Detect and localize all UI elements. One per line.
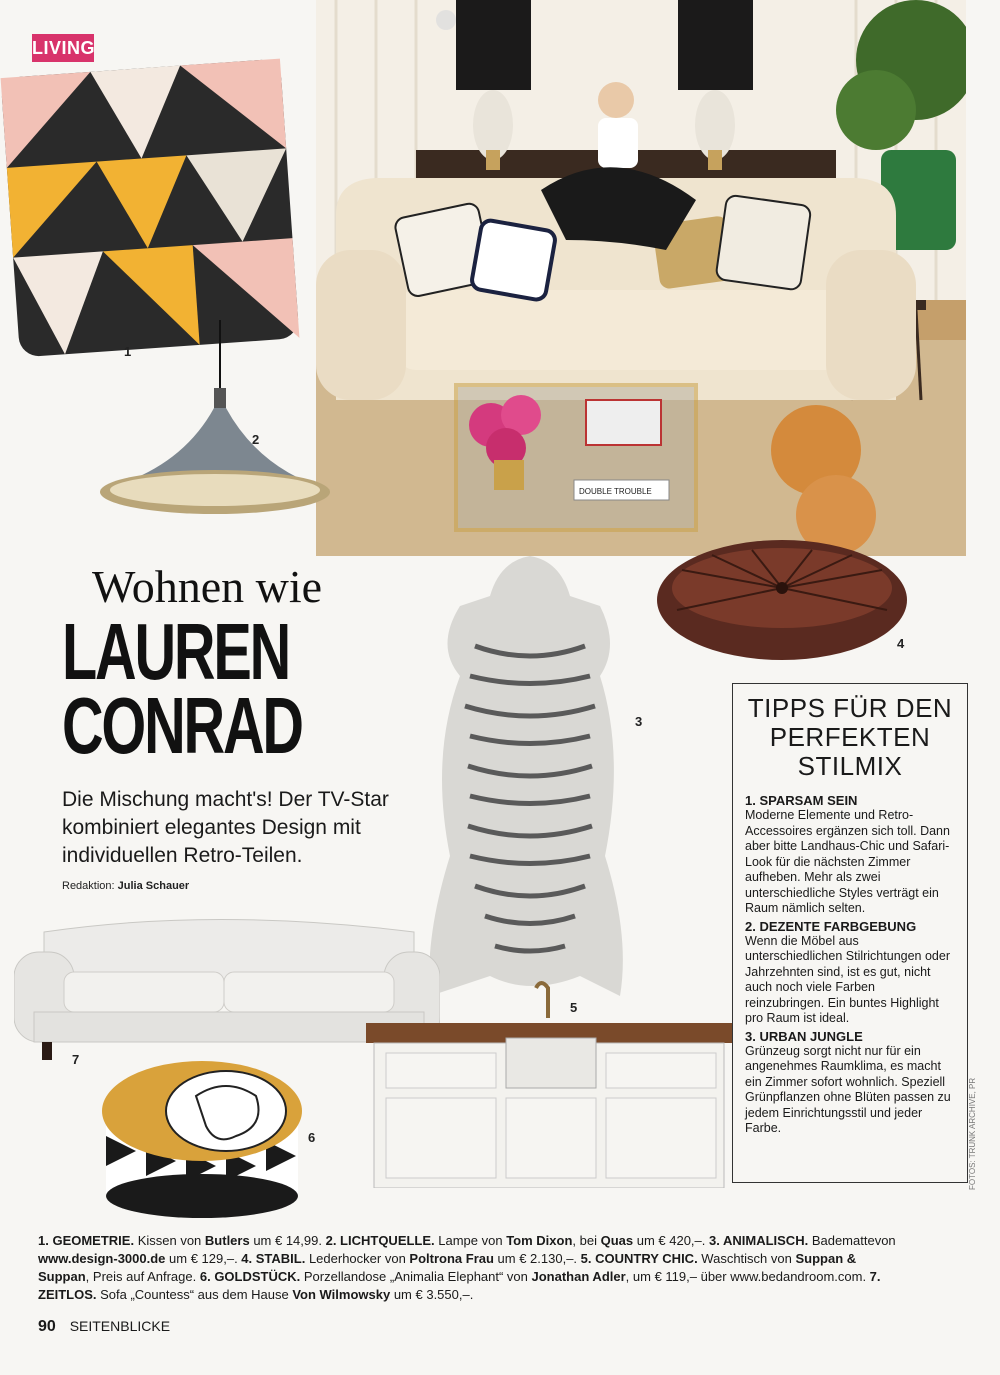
geometric-cushion-image: [0, 58, 300, 358]
product-captions: [38, 1232, 898, 1304]
item-number-5: 5: [570, 1000, 578, 1015]
item-number-2: 2: [252, 432, 260, 447]
tip-2: [745, 919, 955, 1027]
hero-photo: [316, 0, 966, 556]
headline-name: [62, 607, 302, 770]
caption-4: 4. STABIL. Lederhocker von Poltrona Frau um € 2.130,–.: [241, 1251, 581, 1266]
tip-2-heading: 2. DEZENTE FARBGEBUNG: [745, 918, 917, 934]
headline-line-2: LAUREN: [62, 607, 290, 696]
page-number: 90: [38, 1318, 56, 1335]
pendant-lamp-image: [90, 320, 330, 520]
credit-label: Redaktion:: [62, 880, 115, 892]
lead-text: Die Mischung macht's! Der TV-Star kombiniert elegantes Design mit individuellen Retro-Teilen.: [62, 788, 389, 867]
zebra-rug-image: [430, 556, 630, 998]
tip-1-body: Moderne Elemente und Retro-Accessoires ergänzen sich toll. Dann aber bitte Landhaus-Chic und Safari-Look für die nächsten Zimmer aufheben. Mehr als zwei unterschiedliche Styles verträgt ein Raum nämlich selten.: [745, 808, 950, 915]
living-room-illustration: [316, 0, 966, 556]
item-number-4: 4: [897, 636, 905, 651]
item-number-3: 3: [635, 714, 643, 729]
author-credit: [62, 880, 189, 892]
caption-7: 7. ZEITLOS. Sofa „Countess“ aus dem Hause Von Wilmowsky um € 3.550,–.: [38, 1269, 881, 1302]
caption-6: 6. GOLDSTÜCK. Porzellandose „Animalia Elephant“ von Jonathan Adler, um € 119,– über www.bedandroom.com.: [199, 1269, 870, 1284]
book-title: DOUBLE TROUBLE: [579, 487, 652, 496]
page-footer: [38, 1318, 170, 1336]
tip-3-body: Grünzeug sorgt nicht nur für ein angenehmes Raumklima, es macht ein Zimmer sofort wohnlich. Speziell Grünpflanzen ohne Blüten passen zu jedem Einrichtungsstil und jeder Farbe.: [745, 1043, 951, 1135]
item-number-6: 6: [308, 1130, 316, 1145]
leather-pouf-image: [652, 530, 912, 670]
tip-3-heading: 3. URBAN JUNGLE: [745, 1028, 863, 1044]
headline-line-3: CONRAD: [62, 681, 302, 770]
tips-title: TIPPS FÜR DEN PERFEKTEN STILMIX: [747, 693, 953, 781]
caption-1: 1. GEOMETRIE. Kissen von Butlers um € 14,99.: [38, 1233, 326, 1248]
elephant-porcelain-box-image: [96, 1056, 308, 1218]
country-washstand-image: [366, 978, 732, 1188]
photo-credit: FOTOS: TRUNK ARCHIVE, PR: [968, 1077, 977, 1190]
headline-line-1: Wohnen wie: [92, 561, 323, 612]
tips-box: [732, 683, 968, 1183]
caption-3: 3. ANIMALISCH. Bademattevon www.design-3000.de um € 129,–.: [38, 1233, 896, 1266]
credit-name: Julia Schauer: [117, 880, 190, 892]
tip-2-body: Wenn die Möbel aus unterschiedlichen Stilrichtungen oder Jahrzehnten sind, ist es gut, nicht auch noch viele Farben reinzubringen. Ein buntes Highlight pro Raum ist ideal.: [745, 933, 950, 1025]
tip-1-heading: 1. SPARSAM SEIN: [745, 793, 858, 808]
caption-2: 2. LICHTQUELLE. Lampe von Tom Dixon, bei Quas um € 420,–.: [325, 1233, 709, 1248]
magazine-name: SEITENBLICKE: [69, 1318, 171, 1334]
section-tag: LIVING: [32, 34, 94, 62]
caption-5: 5. COUNTRY CHIC. Waschtisch von Suppan & Suppan, Preis auf Anfrage.: [38, 1251, 857, 1284]
item-number-7: 7: [72, 1052, 80, 1067]
tip-3: [745, 1029, 955, 1137]
item-number-1: 1: [124, 344, 132, 359]
tip-1: [745, 793, 955, 917]
